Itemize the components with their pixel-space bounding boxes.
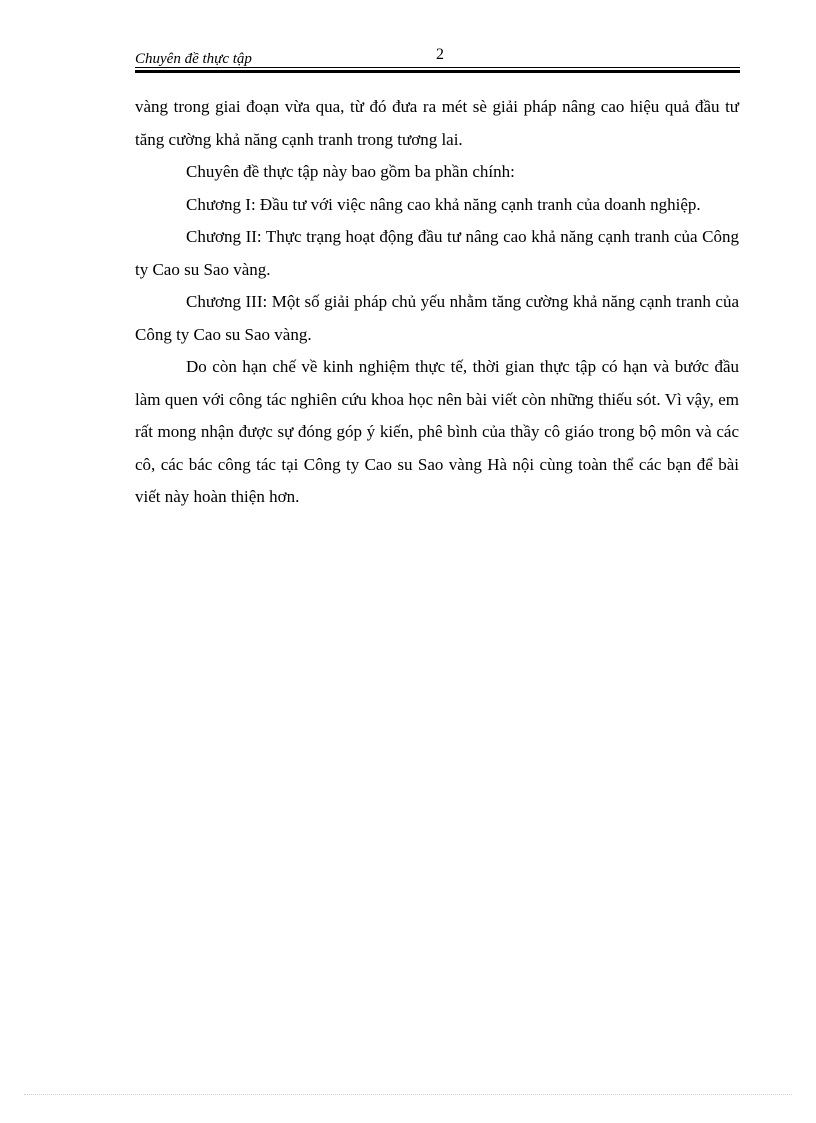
body-text	[135, 91, 739, 514]
paragraph-chapter-2: Chương II: Thực trạng hoạt động đầu tư nâng cao khả năng cạnh tranh của Công ty Cao su Sao vàng.	[135, 227, 739, 279]
header-rule-thin	[135, 67, 740, 68]
paragraph-chapter-1: Chương I: Đầu tư với việc nâng cao khả năng cạnh tranh của doanh nghiệp.	[186, 194, 701, 214]
footer-rule	[24, 1094, 792, 1095]
header-rule-thick	[135, 70, 740, 73]
paragraph-structure-intro: Chuyên đề thực tập này bao gồm ba phần chính:	[186, 162, 515, 181]
paragraph-chapter-3: Chương III: Một số giải pháp chủ yếu nhằm tăng cường khả năng cạnh tranh của Công ty Cao su Sao vàng.	[135, 292, 739, 344]
paragraph-continuation: vàng trong giai đoạn vừa qua, từ đó đưa ra mét sè giải pháp nâng cao hiệu quả đầu tư tăng cường khả năng cạnh tranh trong tương lai.	[135, 97, 739, 149]
header-title: Chuyên đề thực tập	[135, 51, 252, 67]
page-header	[135, 46, 740, 74]
paragraph-acknowledgement: Do còn hạn chế về kinh nghiệm thực tế, thời gian thực tập có hạn và bước đầu làm quen với công tác nghiên cứu khoa học nên bài viết còn những thiếu sót. Vì vậy, em rất mong nhận được sự đóng góp ý kiến, phê bình của thầy cô giáo trong bộ môn và các cô, các bác công tác tại Công ty Cao su Sao vàng Hà nội cùng toàn thể các bạn để bài viết này hoàn thiện hơn.	[135, 357, 739, 506]
page-number: 2	[436, 46, 444, 63]
